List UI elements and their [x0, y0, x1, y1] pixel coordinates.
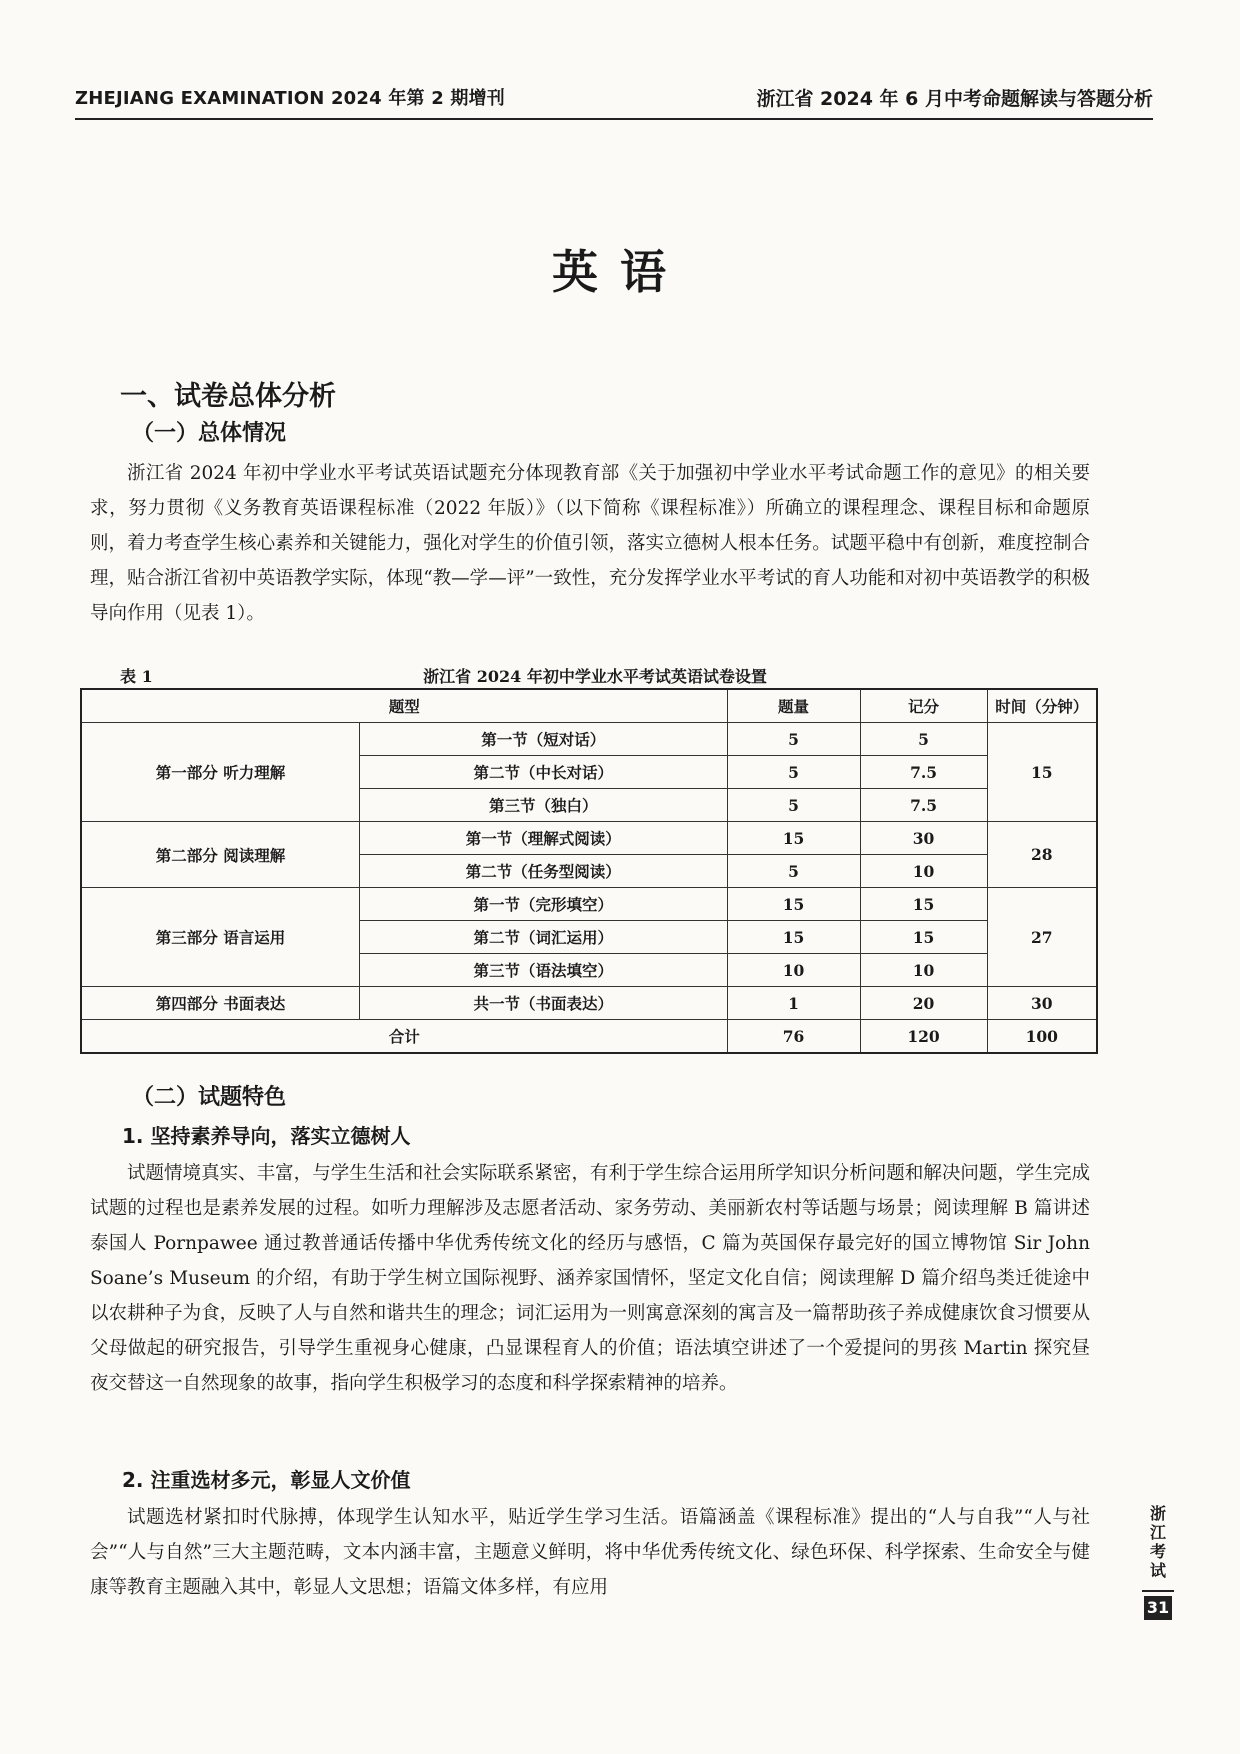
score-cell: 7.5	[860, 789, 987, 822]
score-cell: 5	[860, 723, 987, 756]
table-label: 表 1	[120, 667, 153, 686]
count-cell: 5	[727, 756, 860, 789]
point-heading-1: 1. 坚持素养导向，落实立德树人	[122, 1124, 411, 1148]
score-cell: 20	[860, 987, 987, 1020]
table-total-row	[81, 1020, 1097, 1054]
table-row	[81, 723, 1097, 756]
part-cell: 第三部分 语言运用	[81, 888, 360, 987]
header-count: 题量	[727, 689, 860, 723]
count-cell: 15	[727, 822, 860, 855]
header-type: 题型	[81, 689, 727, 723]
time-cell: 28	[987, 822, 1097, 888]
table-row	[81, 987, 1097, 1020]
point-heading-2: 2. 注重选材多元，彰显人文价值	[122, 1468, 411, 1492]
score-cell: 15	[860, 921, 987, 954]
subsection-heading-features: （二）试题特色	[132, 1084, 287, 1110]
table-header-row	[81, 689, 1097, 723]
subsection-heading-overview: （一）总体情况	[132, 420, 287, 446]
section-cell: 第一节（短对话）	[360, 723, 728, 756]
time-cell: 15	[987, 723, 1097, 822]
point-paragraph-2: 试题选材紧扣时代脉搏，体现学生认知水平，贴近学生学习生活。语篇涵盖《课程标准》提出的“人与自我”“人与社会”“人与自然”三大主题范畴，文本内涵丰富，主题意义鲜明，将中华优秀传统文化、绿色环保、科学探索、生命安全与健康等教育主题融入其中，彰显人文思想；语篇文体多样，有应用	[90, 1507, 1090, 1598]
section-cell: 第三节（语法填空）	[360, 954, 728, 987]
total-time: 100	[987, 1020, 1097, 1054]
score-cell: 10	[860, 954, 987, 987]
count-cell: 10	[727, 954, 860, 987]
score-cell: 30	[860, 822, 987, 855]
page-number: 31	[1144, 1596, 1172, 1620]
score-cell: 7.5	[860, 756, 987, 789]
journal-name: ZHEJIANG EXAMINATION 2024 年第 2 期增刊	[75, 88, 505, 109]
count-cell: 5	[727, 789, 860, 822]
issue-title: 浙江省 2024 年 6 月中考命题解读与答题分析	[756, 88, 1153, 110]
section-cell: 第二节（词汇运用）	[360, 921, 728, 954]
section-cell: 第二节（任务型阅读）	[360, 855, 728, 888]
section-cell: 第一节（理解式阅读）	[360, 822, 728, 855]
header-time: 时间（分钟）	[987, 689, 1097, 723]
total-score: 120	[860, 1020, 987, 1054]
journal-side-tab: 浙江考试	[1149, 1504, 1166, 1580]
part-cell: 第二部分 阅读理解	[81, 822, 360, 888]
count-cell: 1	[727, 987, 860, 1020]
part-cell: 第四部分 书面表达	[81, 987, 360, 1020]
section-cell: 第一节（完形填空）	[360, 888, 728, 921]
time-cell: 30	[987, 987, 1097, 1020]
part-cell: 第一部分 听力理解	[81, 723, 360, 822]
total-label: 合计	[81, 1020, 727, 1054]
count-cell: 15	[727, 888, 860, 921]
section-cell: 共一节（书面表达）	[360, 987, 728, 1020]
section-heading: 一、试卷总体分析	[120, 381, 336, 412]
count-cell: 5	[727, 723, 860, 756]
section-cell: 第三节（独白）	[360, 789, 728, 822]
count-cell: 5	[727, 855, 860, 888]
total-count: 76	[727, 1020, 860, 1054]
running-header	[75, 84, 1153, 120]
page-title: 英语	[552, 245, 688, 299]
count-cell: 15	[727, 921, 860, 954]
overview-paragraph: 浙江省 2024 年初中学业水平考试英语试题充分体现教育部《关于加强初中学业水平考试命题工作的意见》的相关要求，努力贯彻《义务教育英语课程标准（2022 年版）》（以下简称《课程标准》）所确立的课程理念、课程目标和命题原则，着力考查学生核心素养和关键能力，强化对学生的价值引领，落实立德树人根本任务。试题平稳中有创新，难度控制合理，贴合浙江省初中英语教学实际，体现“教—学—评”一致性，充分发挥学业水平考试的育人功能和对初中英语教学的积极导向作用（见表 1）。	[90, 463, 1090, 624]
side-tab-divider	[1142, 1590, 1174, 1592]
table-row	[81, 888, 1097, 921]
table-title: 浙江省 2024 年初中学业水平考试英语试卷设置	[423, 667, 767, 686]
table-caption	[120, 664, 1080, 688]
score-cell: 10	[860, 855, 987, 888]
table-row	[81, 822, 1097, 855]
section-cell: 第二节（中长对话）	[360, 756, 728, 789]
header-score: 记分	[860, 689, 987, 723]
point-paragraph-1: 试题情境真实、丰富，与学生生活和社会实际联系紧密，有利于学生综合运用所学知识分析问题和解决问题，学生完成试题的过程也是素养发展的过程。如听力理解涉及志愿者活动、家务劳动、美丽新农村等话题与场景；阅读理解 B 篇讲述泰国人 Pornpawee 通过教普通话传播中华优秀传统文化的经历与感悟，C 篇为英国保存最完好的国立博物馆 Sir John Soane’s Museum 的介绍，有助于学生树立国际视野、涵养家国情怀，坚定文化自信；阅读理解 D 篇介绍鸟类迁徙途中以农耕种子为食，反映了人与自然和谐共生的理念；词汇运用为一则寓意深刻的寓言及一篇帮助孩子养成健康饮食习惯要从父母做起的研究报告，引导学生重视身心健康，凸显课程育人的价值；语法填空讲述了一个爱提问的男孩 Martin 探究昼夜交替这一自然现象的故事，指向学生积极学习的态度和科学探索精神的培养。	[90, 1163, 1090, 1394]
exam-structure-table	[80, 688, 1098, 1054]
score-cell: 15	[860, 888, 987, 921]
time-cell: 27	[987, 888, 1097, 987]
